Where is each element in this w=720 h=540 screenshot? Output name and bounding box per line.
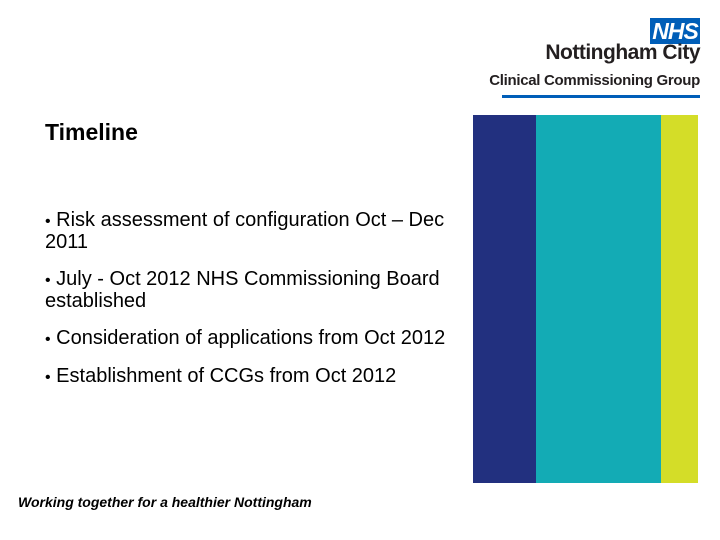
- bullet-text: Establishment of CCGs from Oct 2012: [56, 365, 397, 387]
- org-subtitle: Clinical Commissioning Group: [489, 72, 700, 89]
- bullet-icon: •: [45, 272, 51, 289]
- bullet-text: Consideration of applications from Oct 2012: [56, 327, 446, 349]
- bullet-item: [45, 328, 465, 350]
- nhs-logo: [0, 0, 720, 100]
- stripe-navy: [473, 115, 536, 483]
- bullet-item: [45, 269, 465, 312]
- bullet-item: [45, 210, 465, 253]
- bullet-text: July - Oct 2012 NHS Commissioning Board established: [45, 268, 440, 312]
- org-name: Nottingham City: [545, 41, 700, 64]
- footer-tagline: Working together for a healthier Nottingham: [18, 494, 312, 510]
- stripe-lime: [661, 115, 698, 483]
- decorative-stripes: [473, 115, 698, 483]
- slide-title: Timeline: [45, 119, 138, 145]
- bullet-icon: •: [45, 369, 51, 386]
- bullet-icon: •: [45, 331, 51, 348]
- bullet-icon: •: [45, 213, 51, 230]
- bullet-list: [45, 210, 465, 404]
- nhs-badge: NHS: [650, 18, 700, 44]
- bullet-text: Risk assessment of configuration Oct – Dec 2011: [45, 209, 445, 253]
- logo-rule: [502, 95, 700, 98]
- stripe-teal: [536, 115, 661, 483]
- bullet-item: [45, 366, 465, 388]
